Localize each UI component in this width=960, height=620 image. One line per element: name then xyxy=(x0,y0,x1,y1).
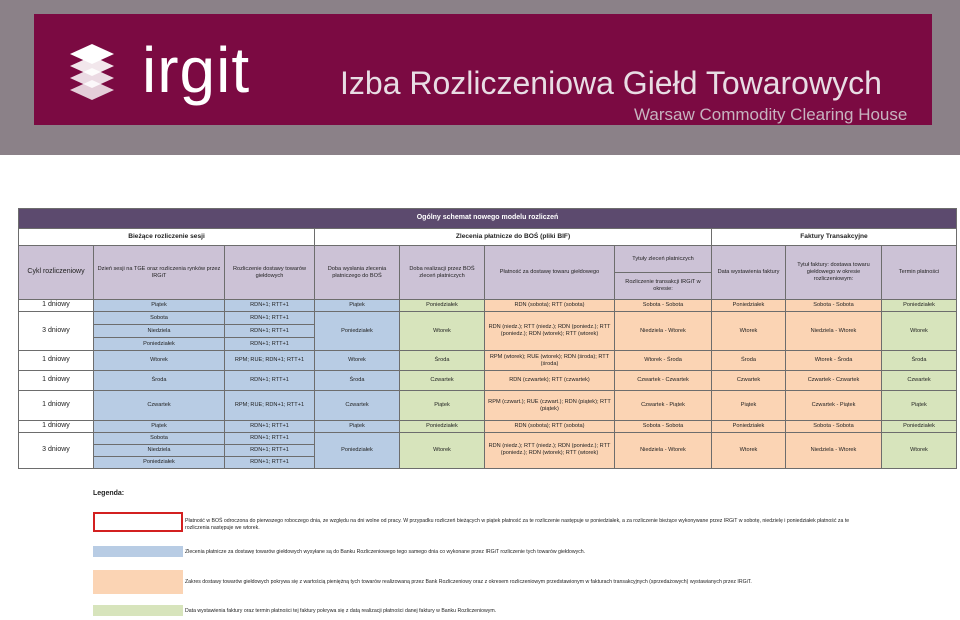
cycle-cell: 3 dniowy xyxy=(19,312,94,351)
settlement-table-sheet xyxy=(18,208,942,469)
table-row xyxy=(19,312,957,325)
section-payment-orders: Zlecenia płatnicze do BOŚ (pliki BIF) xyxy=(315,229,712,246)
due-date-cell: Poniedziałek xyxy=(882,300,957,312)
day-cell: Piątek xyxy=(94,421,225,433)
due-date-cell: Wtorek xyxy=(882,312,957,351)
cycle-cell: 1 dniowy xyxy=(19,351,94,371)
table-row xyxy=(19,391,957,421)
legend-text: Data wystawienia faktury oraz termin płatności tej faktury pokrywa się z datą realizacji płatności danej faktury w Banku Rozliczeniowym. xyxy=(185,608,497,614)
cycle-cell: 3 dniowy xyxy=(19,432,94,468)
col-due-date: Termin płatności xyxy=(882,246,957,300)
settle-cell: RDN+1; RTT+1 xyxy=(225,312,315,325)
invoice-date-cell: Wtorek xyxy=(712,312,786,351)
invoice-period-cell: Czwartek - Czwartek xyxy=(786,371,882,391)
cycle-cell: 1 dniowy xyxy=(19,371,94,391)
section-current-settlement: Bieżące rozliczenie sesji xyxy=(19,229,315,246)
realization-cell: Wtorek xyxy=(400,432,485,468)
invoice-period-cell: Wtorek - Środa xyxy=(786,351,882,371)
settle-cell: RDN+1; RTT+1 xyxy=(225,371,315,391)
payment-cell: RDN (czwartek); RTT (czwartek) xyxy=(485,371,615,391)
order-period-cell: Wtorek - Środa xyxy=(615,351,712,371)
payment-cell: RPM (czwart.); RUE (czwart.); RDN (piątek); RTT (piątek) xyxy=(485,391,615,421)
invoice-period-cell: Sobota - Sobota xyxy=(786,421,882,433)
payment-cell: RDN (sobota); RTT (sobota) xyxy=(485,421,615,433)
settlement-table xyxy=(18,208,957,469)
col-payment: Płatność za dostawę towaru giełdowego xyxy=(485,246,615,300)
invoice-date-cell: Poniedziałek xyxy=(712,421,786,433)
payment-cell: RDN (niedz.); RTT (niedz.); RDN (poniedz.); RTT (poniedz.); RDN (wtorek); RTT (wtorek) xyxy=(485,312,615,351)
banner-subtitle: Warsaw Commodity Clearing House xyxy=(634,105,908,124)
day-cell: Czwartek xyxy=(94,391,225,421)
table-title: Ogólny schemat nowego modelu rozliczeń xyxy=(19,209,957,229)
day-cell: Środa xyxy=(94,371,225,391)
send-cell: Wtorek xyxy=(315,351,400,371)
settle-cell: RDN+1; RTT+1 xyxy=(225,421,315,433)
col-invoice-date: Data wystawienia faktury xyxy=(712,246,786,300)
col-order-titles: Tytuły zleceń płatniczych xyxy=(615,246,712,273)
realization-cell: Wtorek xyxy=(400,312,485,351)
day-cell: Poniedziałek xyxy=(94,456,225,468)
logo-wordmark: irgit xyxy=(142,34,251,106)
banner-title: Izba Rozliczeniowa Giełd Towarowych xyxy=(340,65,882,101)
realization-cell: Piątek xyxy=(400,391,485,421)
order-period-cell: Sobota - Sobota xyxy=(615,421,712,433)
invoice-period-cell: Czwartek - Piątek xyxy=(786,391,882,421)
due-date-cell: Wtorek xyxy=(882,432,957,468)
section-invoices: Faktury Transakcyjne xyxy=(712,229,957,246)
send-cell: Poniedziałek xyxy=(315,312,400,351)
invoice-date-cell: Czwartek xyxy=(712,371,786,391)
realization-cell: Poniedziałek xyxy=(400,300,485,312)
settle-cell: RDN+1; RTT+1 xyxy=(225,456,315,468)
day-cell: Sobota xyxy=(94,312,225,325)
day-cell: Piątek xyxy=(94,300,225,312)
settle-cell: RDN+1; RTT+1 xyxy=(225,432,315,444)
cycle-cell: 1 dniowy xyxy=(19,421,94,433)
blue-swatch-icon xyxy=(93,546,183,557)
realization-cell: Środa xyxy=(400,351,485,371)
order-period-cell: Czwartek - Czwartek xyxy=(615,371,712,391)
day-cell: Wtorek xyxy=(94,351,225,371)
settle-cell: RPM; RUE; RDN+1; RTT+1 xyxy=(225,351,315,371)
send-cell: Środa xyxy=(315,371,400,391)
day-cell: Niedziela xyxy=(94,325,225,338)
realization-cell: Poniedziałek xyxy=(400,421,485,433)
send-cell: Czwartek xyxy=(315,391,400,421)
col-send-day: Doba wysłania zlecenia płatniczego do BOŚ xyxy=(315,246,400,300)
col-session-day: Dzień sesji na TGE oraz rozliczenia rynków przez IRGiT xyxy=(94,246,225,300)
invoice-date-cell: Środa xyxy=(712,351,786,371)
col-cycle: Cykl rozliczeniowy xyxy=(19,246,94,300)
green-swatch-icon xyxy=(93,605,183,616)
due-date-cell: Czwartek xyxy=(882,371,957,391)
invoice-period-cell: Niedziela - Wtorek xyxy=(786,312,882,351)
table-row xyxy=(19,300,957,312)
day-cell: Sobota xyxy=(94,432,225,444)
day-cell: Niedziela xyxy=(94,444,225,456)
settle-cell: RDN+1; RTT+1 xyxy=(225,325,315,338)
col-order-period: Rozliczenie transakcji IRGiT w okresie: xyxy=(615,273,712,300)
due-date-cell: Środa xyxy=(882,351,957,371)
invoice-date-cell: Wtorek xyxy=(712,432,786,468)
payment-cell: RPM (wtorek); RUE (wtorek); RDN (środa); RTT (środa) xyxy=(485,351,615,371)
invoice-date-cell: Poniedziałek xyxy=(712,300,786,312)
cycle-cell: 1 dniowy xyxy=(19,300,94,312)
settle-cell: RDN+1; RTT+1 xyxy=(225,444,315,456)
send-cell: Poniedziałek xyxy=(315,432,400,468)
legend-title: Legenda: xyxy=(93,490,125,497)
invoice-period-cell: Sobota - Sobota xyxy=(786,300,882,312)
realization-cell: Czwartek xyxy=(400,371,485,391)
col-invoice-title: Tytuł faktury: dostawa towaru giełdowego w okresie rozliczeniowym: xyxy=(786,246,882,300)
order-period-cell: Sobota - Sobota xyxy=(615,300,712,312)
order-period-cell: Niedziela - Wtorek xyxy=(615,312,712,351)
order-period-cell: Czwartek - Piątek xyxy=(615,391,712,421)
table-row xyxy=(19,432,957,444)
col-delivery-settlement: Rozliczenie dostawy towarów giełdowych xyxy=(225,246,315,300)
send-cell: Piątek xyxy=(315,300,400,312)
table-row xyxy=(19,371,957,391)
day-cell: Poniedziałek xyxy=(94,338,225,351)
settle-cell: RDN+1; RTT+1 xyxy=(225,300,315,312)
col-realization-day: Doba realizacji przez BOŚ zleceń płatniczych xyxy=(400,246,485,300)
settle-cell: RDN+1; RTT+1 xyxy=(225,338,315,351)
due-date-cell: Poniedziałek xyxy=(882,421,957,433)
header-banner xyxy=(34,14,932,125)
settle-cell: RPM; RUE; RDN+1; RTT+1 xyxy=(225,391,315,421)
order-period-cell: Niedziela - Wtorek xyxy=(615,432,712,468)
table-row xyxy=(19,351,957,371)
cycle-cell: 1 dniowy xyxy=(19,391,94,421)
payment-cell: RDN (sobota); RTT (sobota) xyxy=(485,300,615,312)
invoice-period-cell: Niedziela - Wtorek xyxy=(786,432,882,468)
payment-cell: RDN (niedz.); RTT (niedz.); RDN (poniedz.); RTT (poniedz.); RDN (wtorek); RTT (wtorek) xyxy=(485,432,615,468)
red-outline-swatch-icon xyxy=(93,512,183,532)
invoice-date-cell: Piątek xyxy=(712,391,786,421)
legend-text: Zlecenia płatnicze za dostawę towarów giełdowych wysyłane są do Banku Rozliczeniowego tego samego dnia co wykonane przez IRGiT rozliczenie tych towarów giełdowych. xyxy=(185,549,586,555)
send-cell: Piątek xyxy=(315,421,400,433)
due-date-cell: Piątek xyxy=(882,391,957,421)
table-row xyxy=(19,421,957,433)
legend-text: Zakres dostawy towarów giełdowych pokrywa się z wartością pieniężną tych towarów realizowaną przez Bank Rozliczeniowy oraz z okresem rozliczeniowym przedstawionym w fakturach transakcyjnych (sprzedażowych) wystawianych przez IRGiT. xyxy=(185,579,752,585)
legend-text: Płatność w BOŚ odroczona do pierwszego roboczego dnia, ze względu na dni wolne od pracy. W przypadku rozliczeń bieżących w piątek płatność za te rozliczenie następuje w poniedziałek, a za rozliczenie bieżące wykonywane przez IRGiT w sobotę, niedzielę i poniedziałek płatność za te rozliczenia następuje we wtorek. xyxy=(185,518,850,531)
orange-swatch-icon xyxy=(93,570,183,594)
